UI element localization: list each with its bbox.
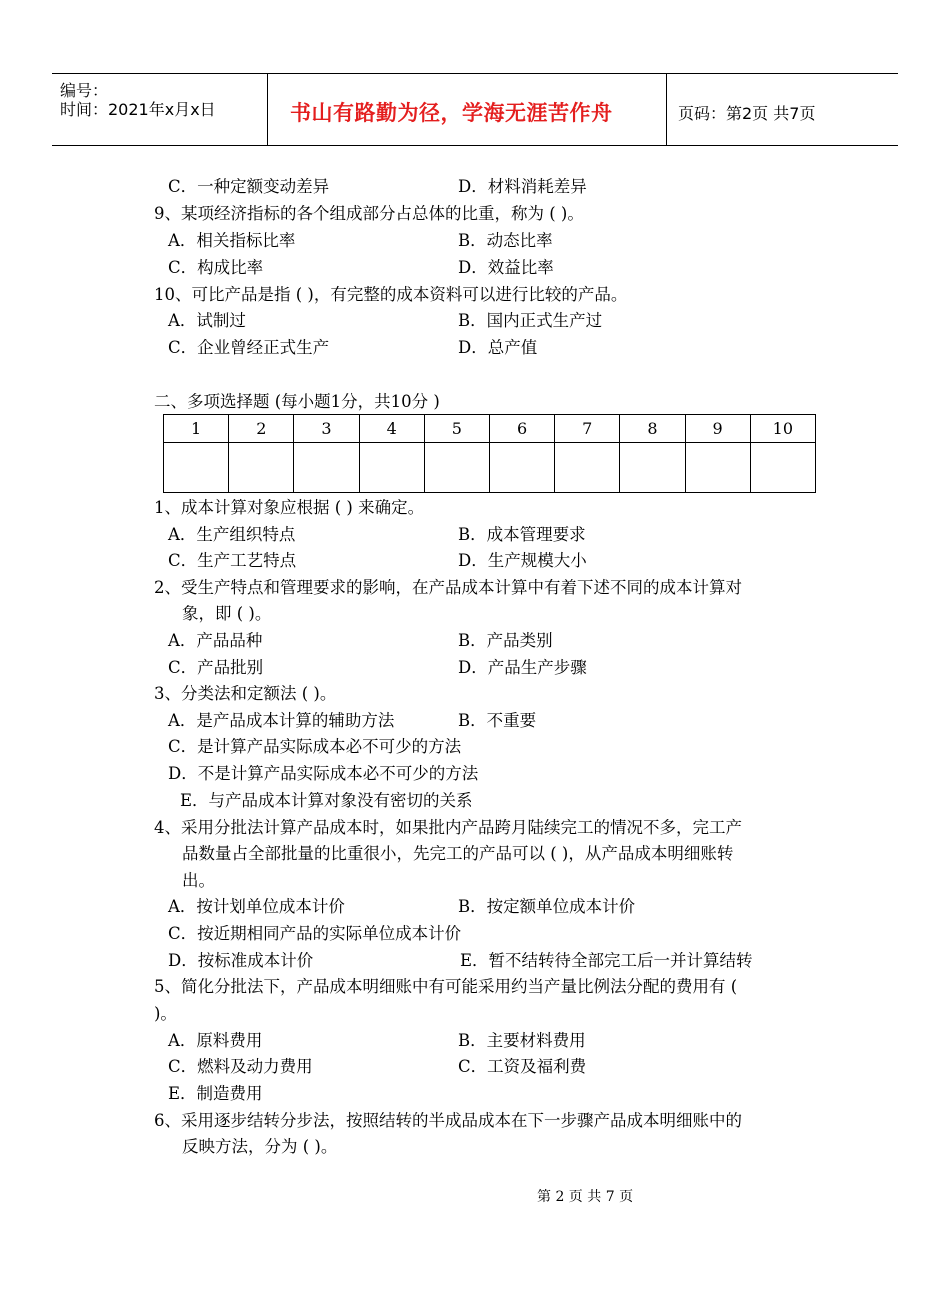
answer-table-header-cell: 5 bbox=[424, 415, 489, 443]
option-line: C．燃料及动力费用 bbox=[168, 1057, 313, 1076]
answer-table-header-cell: 1 bbox=[164, 415, 229, 443]
answer-table-header-cell: 3 bbox=[294, 415, 359, 443]
option-line: C．一种定额变动差异 bbox=[168, 177, 330, 196]
doc-number-label: 编号： bbox=[60, 81, 109, 100]
question-line: 4、采用分批法计算产品成本时，如果批内产品跨月陆续完工的情况不多，完工产 bbox=[154, 818, 742, 837]
answer-cell[interactable] bbox=[359, 443, 424, 493]
page-footer: 第 2 页 共 7 页 bbox=[537, 1189, 634, 1205]
question-line: 2、受生产特点和管理要求的影响，在产品成本计算中有着下述不同的成本计算对 bbox=[154, 578, 742, 597]
option-line: D．总产值 bbox=[458, 338, 538, 357]
option-line: C．生产工艺特点 bbox=[168, 551, 297, 570]
question-line: 1、成本计算对象应根据 ( ) 来确定。 bbox=[154, 498, 425, 517]
answer-table-header-cell: 9 bbox=[685, 415, 750, 443]
header-divider-right bbox=[666, 73, 667, 145]
answer-cell[interactable] bbox=[424, 443, 489, 493]
option-line: B．主要材料费用 bbox=[458, 1031, 586, 1050]
option-line: A．产品品种 bbox=[168, 631, 263, 650]
option-line: A．相关指标比率 bbox=[168, 231, 296, 250]
option-line: C．企业曾经正式生产 bbox=[168, 338, 330, 357]
answer-table bbox=[163, 414, 816, 493]
answer-cell[interactable] bbox=[229, 443, 294, 493]
option-line: D．按标准成本计价 bbox=[168, 951, 314, 970]
option-line: D．生产规模大小 bbox=[458, 551, 587, 570]
option-line: A．生产组织特点 bbox=[168, 525, 296, 544]
question-line: 5、简化分批法下，产品成本明细账中有可能采用约当产量比例法分配的费用有 ( bbox=[154, 977, 738, 996]
answer-cell[interactable] bbox=[620, 443, 685, 493]
option-line: A．试制过 bbox=[168, 311, 246, 330]
option-line: E．暂不结转待全部完工后一并计算结转 bbox=[460, 951, 753, 970]
question-line: 出。 bbox=[182, 871, 215, 890]
question-line: 反映方法，分为 ( )。 bbox=[182, 1137, 338, 1156]
header-bottom-rule bbox=[52, 145, 898, 146]
answer-table-header-cell: 7 bbox=[555, 415, 620, 443]
answer-table-header-cell: 8 bbox=[620, 415, 685, 443]
answer-table-header-cell: 2 bbox=[229, 415, 294, 443]
answer-cell[interactable] bbox=[164, 443, 229, 493]
option-line: B．不重要 bbox=[458, 711, 537, 730]
doc-time-label: 时间：2021年x月x日 bbox=[60, 100, 216, 119]
question-line: 9、某项经济指标的各个组成部分占总体的比重，称为 ( )。 bbox=[154, 204, 584, 223]
answer-cell[interactable] bbox=[489, 443, 554, 493]
option-line: B．国内正式生产过 bbox=[458, 311, 603, 330]
answer-cell[interactable] bbox=[555, 443, 620, 493]
option-line: B．动态比率 bbox=[458, 231, 553, 250]
page-indicator: 页码：第2页 共7页 bbox=[678, 104, 816, 123]
answer-cell[interactable] bbox=[294, 443, 359, 493]
option-line: C．产品批别 bbox=[168, 658, 264, 677]
header-divider-left bbox=[267, 73, 268, 145]
option-line: B．按定额单位成本计价 bbox=[458, 897, 636, 916]
option-line: B．成本管理要求 bbox=[458, 525, 586, 544]
option-line: E．与产品成本计算对象没有密切的关系 bbox=[180, 791, 473, 810]
option-line: A．原料费用 bbox=[168, 1031, 263, 1050]
answer-cell[interactable] bbox=[750, 443, 815, 493]
answer-table-header-cell: 6 bbox=[489, 415, 554, 443]
question-line: )。 bbox=[154, 1004, 177, 1023]
option-line: D．不是计算产品实际成本必不可少的方法 bbox=[168, 764, 479, 783]
option-line: D．效益比率 bbox=[458, 258, 554, 277]
question-line: 品数量占全部批量的比重很小，先完工的产品可以 ( )，从产品成本明细账转 bbox=[182, 844, 734, 863]
section-heading: 二、多项选择题 (每小题1分，共10分 ) bbox=[154, 392, 440, 411]
question-line: 3、分类法和定额法 ( )。 bbox=[154, 684, 337, 703]
question-line: 象，即 ( )。 bbox=[182, 604, 272, 623]
option-line: A．按计划单位成本计价 bbox=[168, 897, 345, 916]
header-top-rule bbox=[52, 73, 898, 74]
answer-table-header-cell: 4 bbox=[359, 415, 424, 443]
answer-cell[interactable] bbox=[685, 443, 750, 493]
option-line: E．制造费用 bbox=[168, 1084, 263, 1103]
option-line: D．产品生产步骤 bbox=[458, 658, 587, 677]
header-motto: 书山有路勤为径，学海无涯苦作舟 bbox=[290, 101, 613, 125]
option-line: C．工资及福利费 bbox=[458, 1057, 587, 1076]
question-line: 10、可比产品是指 ( )，有完整的成本资料可以进行比较的产品。 bbox=[154, 285, 628, 304]
option-line: B．产品类别 bbox=[458, 631, 553, 650]
answer-table-header-cell: 10 bbox=[750, 415, 815, 443]
question-line: 6、采用逐步结转分步法，按照结转的半成品成本在下一步骤产品成本明细账中的 bbox=[154, 1111, 742, 1130]
option-line: C．是计算产品实际成本必不可少的方法 bbox=[168, 737, 462, 756]
option-line: A．是产品成本计算的辅助方法 bbox=[168, 711, 395, 730]
option-line: C．构成比率 bbox=[168, 258, 264, 277]
option-line: C．按近期相同产品的实际单位成本计价 bbox=[168, 924, 462, 943]
option-line: D．材料消耗差异 bbox=[458, 177, 587, 196]
